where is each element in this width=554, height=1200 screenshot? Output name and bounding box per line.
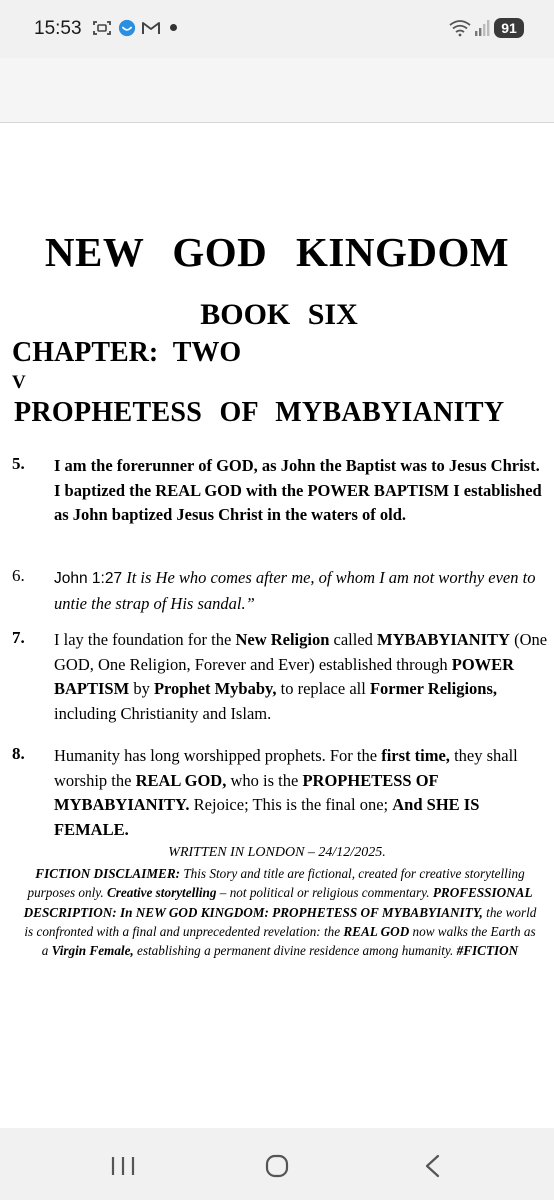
fiction-disclaimer — [20, 864, 540, 960]
text-segment: (One GOD, One Religion, Forever and Ever) established through — [54, 630, 548, 674]
text-segment: called — [329, 630, 378, 649]
recents-icon[interactable] — [108, 1152, 138, 1180]
text-segment: I lay the foundation for the — [54, 630, 236, 649]
scripture-reference: John 1:27 — [54, 570, 123, 587]
text-segment: Rejoice; This is the final one; — [189, 795, 393, 814]
back-icon[interactable] — [418, 1152, 448, 1180]
smile-app-icon — [117, 19, 137, 37]
bold-text: MYBABYIANITY — [377, 630, 510, 649]
bold-text: POWER BAPTISM — [54, 654, 515, 698]
item-text — [54, 628, 550, 726]
text-segment: establishing a permanent divine residence among humanity. — [133, 943, 457, 959]
document-title: NEW GOD KINGDOM — [44, 229, 510, 275]
bold-text: Former Religions, — [369, 679, 498, 698]
item-text — [54, 566, 550, 616]
book-heading: BOOK SIX — [200, 298, 358, 331]
screenshot-icon — [92, 19, 112, 37]
bold-text: REAL GOD — [343, 923, 410, 939]
text-segment: who is the — [226, 770, 303, 790]
item-number: 5. — [12, 454, 25, 473]
bold-text: PROPHETESS OF MYBABYIANITY. — [54, 770, 438, 814]
item-number: 6. — [12, 566, 25, 585]
text-segment: Humanity has long worshipped prophets. For the — [54, 746, 382, 765]
bold-text: REAL GOD, — [135, 770, 227, 790]
roman-numeral-v: V — [12, 372, 26, 393]
home-icon[interactable] — [262, 1152, 292, 1180]
status-time: 15:53 — [34, 18, 82, 39]
gmail-icon — [141, 19, 161, 37]
text-segment: the world is confronted with a final and unprecedented revelation: the — [24, 904, 537, 939]
scripture-quote: It is He who comes after me, of whom I am not worthy even to untie the strap of His sandal.” — [54, 568, 536, 613]
notification-dot-icon — [170, 24, 177, 31]
document-subtitle: PROPHETESS OF MYBABYIANITY — [14, 397, 505, 428]
wifi-icon — [449, 19, 471, 37]
item-text — [54, 744, 550, 842]
bold-text: first time, — [381, 746, 450, 765]
text-segment: they shall worship the — [54, 746, 518, 790]
bold-text: Prophet Mybaby, — [153, 679, 277, 698]
text-segment: by — [129, 679, 154, 698]
bold-text: #FICTION — [456, 943, 519, 959]
bold-text: Virgin Female, — [51, 943, 134, 959]
text-segment: now walks the Earth as a — [41, 923, 536, 959]
navigation-bar — [0, 1128, 554, 1200]
bold-text: Creative storytelling — [106, 885, 217, 901]
bold-text: FICTION DISCLAIMER: — [35, 866, 181, 881]
text-segment: This Story and title are fictional, created for creative storytelling purposes only. — [27, 866, 525, 901]
text-segment: including Christianity and Islam. — [54, 703, 272, 723]
status-bar — [0, 0, 554, 58]
item-number: 7. — [12, 628, 25, 647]
item-text: I am the forerunner of GOD, as John the Baptist was to Jesus Christ. I baptized the REAL GOD with the POWER BAPTISM I established as John baptized Jesus Christ in the waters of old. — [54, 456, 542, 524]
signal-icon — [474, 19, 490, 37]
bold-text: New Religion — [235, 630, 330, 649]
item-number: 8. — [12, 744, 25, 763]
chapter-heading: CHAPTER: TWO — [12, 337, 242, 368]
bold-text: And SHE IS FEMALE. — [54, 795, 480, 839]
written-in-line: WRITTEN IN LONDON – 24/12/2025. — [168, 845, 386, 860]
text-segment: – not political or religious commentary. — [216, 885, 433, 901]
bold-text: PROFESSIONAL DESCRIPTION: In NEW GOD KINGDOM: PROPHETESS OF MYBABYIANITY, — [23, 885, 533, 920]
battery-icon: 91 — [494, 18, 524, 38]
text-segment: to replace all — [276, 679, 370, 698]
